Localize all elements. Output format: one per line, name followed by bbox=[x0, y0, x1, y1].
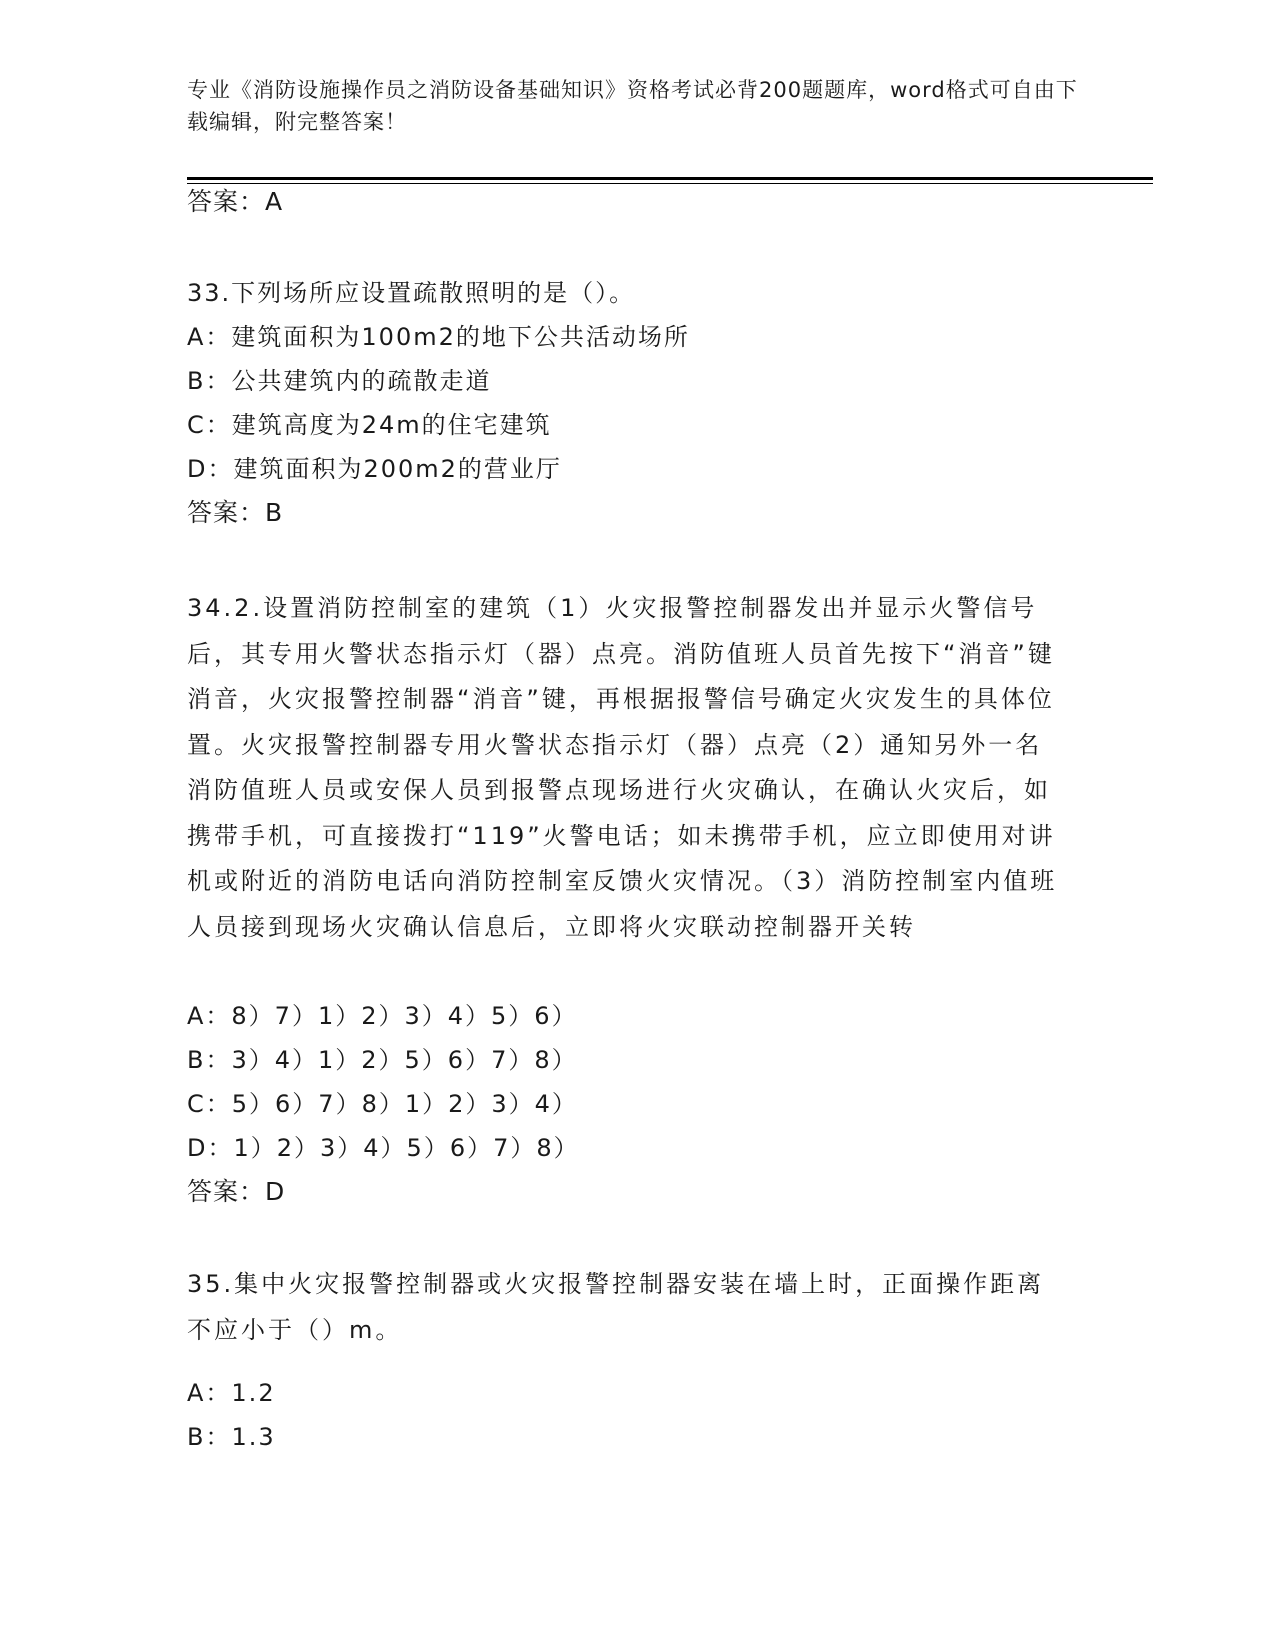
question-34-option-a: A：8）7）1）2）3）4）5）6） bbox=[187, 1002, 578, 1030]
question-34-option-b: B：3）4）1）2）5）6）7）8） bbox=[187, 1046, 578, 1074]
header-divider-thick bbox=[187, 177, 1153, 180]
question-33-answer: 答案：B bbox=[187, 498, 284, 527]
document-header-note: 专业《消防设施操作员之消防设备基础知识》资格考试必背200题题库，word格式可自由下载编辑，附完整答案！ bbox=[187, 78, 1078, 134]
answer-previous: 答案：A bbox=[187, 187, 284, 216]
question-34-option-d: D：1）2）3）4）5）6）7）8） bbox=[187, 1134, 580, 1162]
header-divider-thin bbox=[187, 183, 1153, 184]
question-34-option-c: C：5）6）7）8）1）2）3）4） bbox=[187, 1090, 578, 1118]
question-34-stem: 34.2.设置消防控制室的建筑（1）火灾报警控制器发出并显示火警信号后，其专用火警状态指示灯（器）点亮。消防值班人员首先按下“消音”键消音，火灾报警控制器“消音”键，再根据报警信号确定火灾发生的具体位置。火灾报警控制器专用火警状态指示灯（器）点亮（2）通知另外一名消防值班人员或安保人员到报警点现场进行火灾确认，在确认火灾后，如携带手机，可直接拨打“119”火警电话；如未携带手机，应立即使用对讲机或附近的消防电话向消防控制室反馈火灾情况。（3）消防控制室内值班人员接到现场火灾确认信息后，立即将火灾联动控制器开关转 bbox=[187, 594, 1058, 941]
question-35-option-b: B：1.3 bbox=[187, 1423, 276, 1451]
question-33-option-b: B：公共建筑内的疏散走道 bbox=[187, 367, 492, 395]
question-33-option-d: D：建筑面积为200m2的营业厅 bbox=[187, 455, 562, 483]
question-34-answer: 答案：D bbox=[187, 1177, 286, 1206]
question-33-stem: 33.下列场所应设置疏散照明的是（）。 bbox=[187, 279, 636, 307]
question-33-option-a: A：建筑面积为100m2的地下公共活动场所 bbox=[187, 323, 690, 351]
question-33-option-c: C：建筑高度为24m的住宅建筑 bbox=[187, 411, 552, 439]
question-35-option-a: A：1.2 bbox=[187, 1379, 276, 1407]
question-35-stem: 35.集中火灾报警控制器或火灾报警控制器安装在墙上时，正面操作距离不应小于（）m。 bbox=[187, 1270, 1045, 1344]
